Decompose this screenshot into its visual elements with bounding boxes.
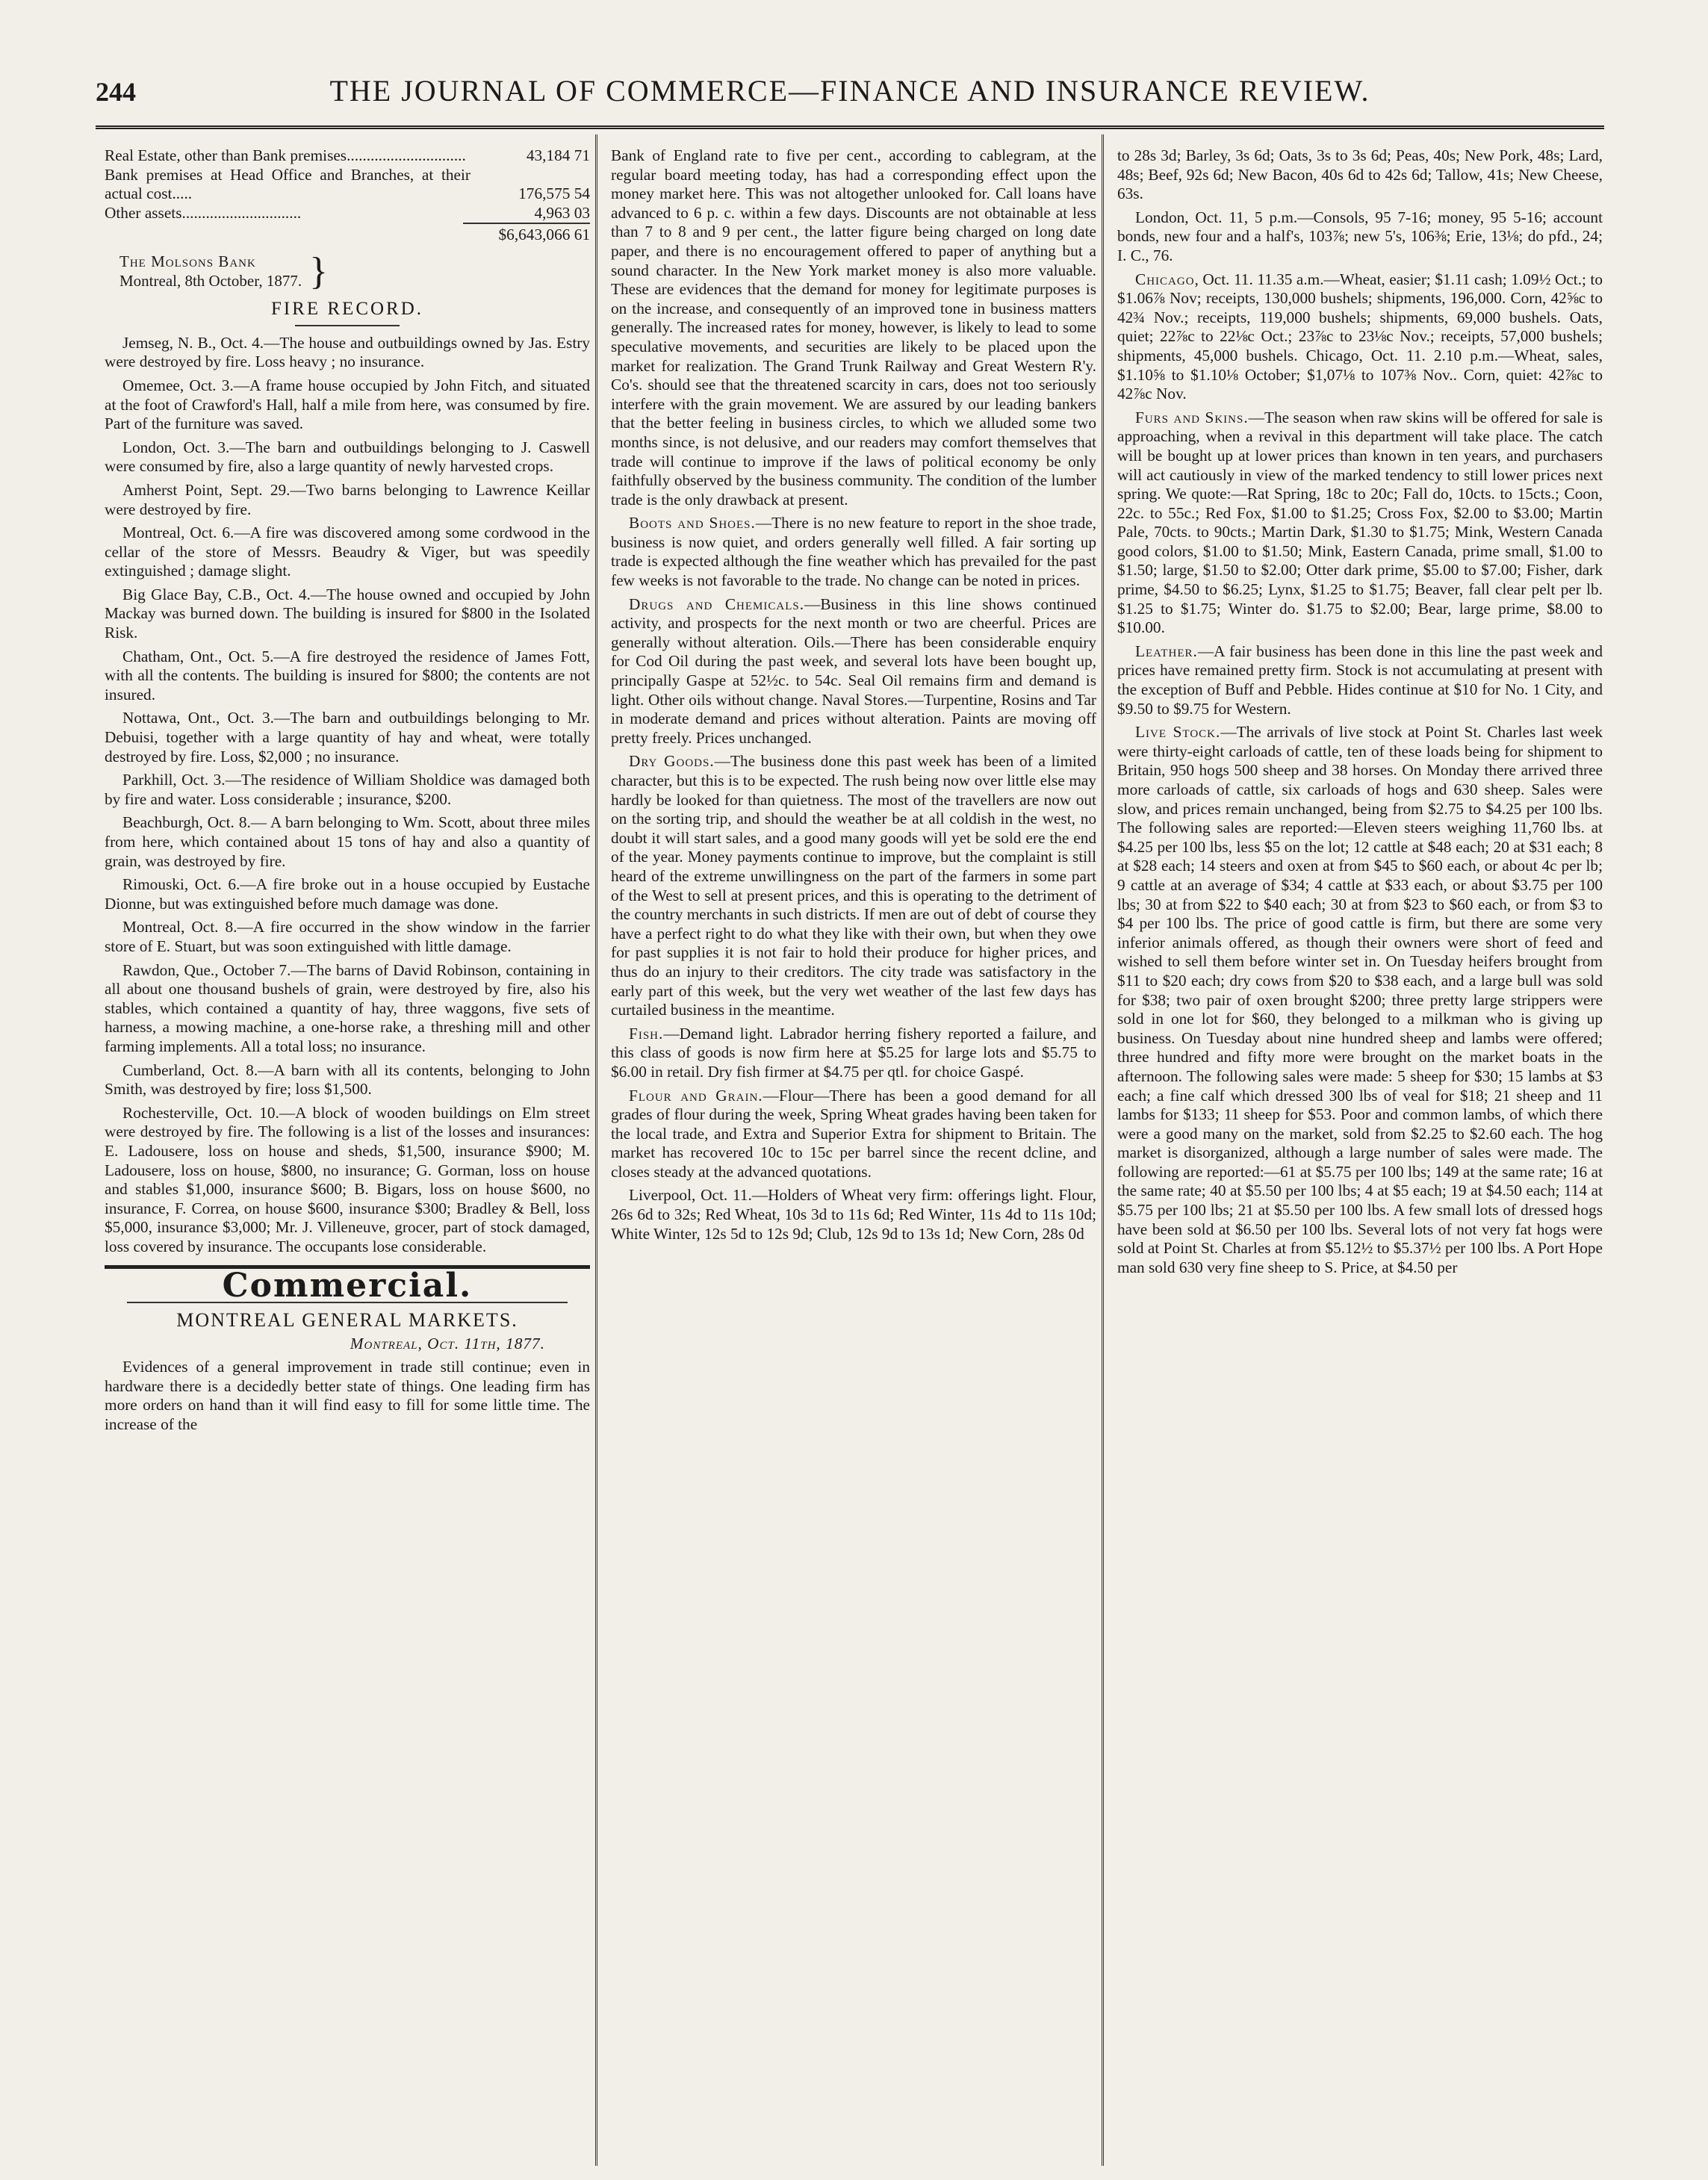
statement-row: Other assets.............................. 4,963 03	[105, 203, 590, 222]
fire-item: Amherst Point, Sept. 29.—Two barns belonging to Lawrence Keillar were destroyed by fire.	[105, 480, 590, 518]
live-stock-paragraph: Live Stock.—The arrivals of live stock at Point St. Charles last week were thirty-eight carloads of cattle, ten of these loads being for shipment to Britain, 950 hogs 500 sheep and 38 horses. On Monday there arrived three more carloads of cattle, six carloads of hogs and 630 sheep. Sales were slow, and prices remain unchanged, being from $2.75 to $4.25 per 100 lbs. The following sales are reported:—Eleven steers weighing 11,760 lbs. at $4.25 per 100 lbs, less $5 on the lot; 12 cattle at $48 each; 20 at $31 each; 8 at $28 each; 14 steers and oxen at from $45 to $60 each, or about 4c per lb; 9 cattle at an average of $34; 4 cattle at $33 each, or about $3.75 per 100 lbs; 30 at from $22 to $40 each; 30 at from $23 to $60 each, or from $3 to $4 per 100 lbs. The price of good cattle is firm, but there are some very inferior animals offered, as though their owners were short of feed and wished to sell them before winter set in. On Tuesday heifers brought from $11 to $20 each; dry cows from $20 to $38 each, and a large bull was sold for $38; two pair of oxen brought $200; three pretty large strippers were sold in one lot for $60, they belonged to a milkman who is giving up business. On Tuesday about nine hundred sheep and lambs were offered; three hundred and fifty more were brought on the market boats in the afternoon. The following sales were made: 5 sheep for $30; 15 lambs at $3 each; a fine calf which dressed 300 lbs of veal for $18; 21 sheep and 11 lambs for $133; 11 sheep for $53. Poor and common lambs, of which there were a good many on the market, sold from $2.25 to $2.60 each. The hog market is disorganized, although a large number of sales were made. The following are reported:—61 at $5.75 per 100 lbs; 149 at the same rate; 16 at the same rate; 40 at $5.50 per 100 lbs; 4 at $5 each; 19 at $4.50 each; 114 at $5.75 per 100 lbs; 21 at $5.50 per 100 lbs. A few small lots of dressed hogs have been sold at $6.50 per 100 lbs. Several lots of not very fat hogs were sold at Point St. Charles at from $5.12½ to $5.37½ per 100 lbs. A Port Hope man sold 630 very fine sheep to S. Price, at $4.50 per	[1117, 723, 1603, 1276]
statement-total: $6,643,066 61	[105, 223, 590, 245]
page-number: 244	[96, 77, 136, 107]
statement-row: Bank premises at Head Office and Branches, at their actual cost..... 176,575 54	[105, 165, 590, 203]
commercial-heading: Commercial.	[222, 1267, 473, 1305]
header-rule	[96, 125, 1604, 129]
london-paragraph: London, Oct. 11, 5 p.m.—Consols, 95 7-16; money, 95 5-16; account bonds, new four and a half's, 103⅞; new 5's, 106⅜; Erie, 13⅛; do pfd., 24; I. C., 76.	[1117, 208, 1603, 264]
running-title: THE JOURNAL OF COMMERCE—FINANCE AND INSURANCE REVIEW.	[329, 74, 1370, 108]
fire-item: Rawdon, Que., October 7.—The barns of David Robinson, containing in all about one thousand bushels of grain, were destroyed by fire, also his stables, which contained a quantity of hay, three waggons, five sets of harness, a mowing machine, a one-horse rake, a threshing mill and other farming implements. All a total loss; no insurance.	[105, 960, 590, 1055]
liverpool-paragraph: Liverpool, Oct. 11.—Holders of Wheat very firm: offerings light. Flour, 26s 6d to 32s; Red Wheat, 10s 3d to 11s 6d; Red Winter, 11s 4d to 11s 10d; White Winter, 12s 5d to 12s 9d; Club, 12s 9d to 13s 1d; New Corn, 28s 0d	[611, 1186, 1096, 1243]
leather-paragraph: Leather.—A fair business has been done in this line the past week and prices have remained pretty firm. Stock is not accumulating at present with the exception of Buff and Pebble. Hides continue at $10 for No. 1 City, and $9.50 to $9.75 for Western.	[1117, 642, 1603, 718]
fire-item: London, Oct. 3.—The barn and outbuildings belonging to J. Caswell were consumed by fire, also a large quantity of newly harvested crops.	[105, 438, 590, 476]
fire-item: Beachburgh, Oct. 8.— A barn belonging to Wm. Scott, about three miles from here, which contained about 15 tons of hay and also a quantity of grain, was destroyed by fire.	[105, 813, 590, 870]
column-left	[105, 146, 590, 1439]
dry-goods-paragraph: Dry Goods.—The business done this past week has been of a limited character, but this is to be expected. The rush being now over little else may hardly be looked for than quietness. The most of the travellers are now out on the sorting trip, and should the weather be at all coldish in the west, no doubt it will start sales, and a good many goods will yet be sold ere the end of the year. Money payments continue to improve, but the complaint is still heard of the extreme unwillingness on the part of the farmers in some part of the West to sell at present prices, and this is operating to the detriment of the country merchants in such districts. If men are out of debt of course they have a perfect right to do what they like with their own, but when they owe for past supplies it is not fair to hold their produce for higher prices, and thus do an injury to their creditors. The city trade was satisfactory in the early part of this week, but the very wet weather of the last few days has curtailed business in the meantime.	[611, 752, 1096, 1019]
fire-item: Chatham, Ont., Oct. 5.—A fire destroyed the residence of James Fott, with all the contents. The building is insured for $800; the contents are not insured.	[105, 647, 590, 704]
drugs-chemicals-paragraph: Drugs and Chemicals.—Business in this line shows continued activity, and prospects for the next month or two are cheerful. Prices are generally without alteration. Oils.—There has been considerable enquiry for Cod Oil during the past week, and several lots have been bought up, principally Gaspe at 52½c. to 54c. Seal Oil remains firm and demand is light. Other oils without change. Naval Stores.—Turpentine, Rosins and Tar in moderate demand and prices without alteration. Paints are moving off pretty freely. Prices unchanged.	[611, 594, 1096, 747]
fire-item: Cumberland, Oct. 8.—A barn with all its contents, belonging to John Smith, was destroyed by fire; loss $1,500.	[105, 1061, 590, 1099]
fire-item: Rimouski, Oct. 6.—A fire broke out in a house occupied by Eustache Dionne, but was extinguished before much damage was done.	[105, 875, 590, 913]
furs-skins-paragraph: Furs and Skins.—The season when raw skins will be offered for sale is approaching, when a revival in this department will take place. The catch will be bought up at lower prices than known in ten years, and purchasers will act cautiously in view of the marked tendency to still lower prices next spring. We quote:—Rat Spring, 18c to 20c; Fall do, 10cts. to 15cts.; Coon, 22c. to 55c.; Red Fox, $1.00 to $1.25; Cross Fox, $2.00 to $3.00; Martin Pale, 70cts. to 90cts.; Martin Dark, $1.30 to $1.75; Mink, Western Canada good colors, $1.00 to $1.50; Mink, Eastern Canada, prime small, $1.00 to $1.50; large, $1.50 to $2.00; Otter dark prime, $5.00 to $7.00; Fisher, dark prime, $4.50 to $6.25; Lynx, $1.25 to $1.75; Beaver, fall clear pelt per lb. $1.25 to $1.75; Winter do. $1.75 to $2.00; Bear, large prime, $8.00 to $10.00.	[1117, 408, 1603, 637]
column-divider	[595, 134, 597, 2166]
page-header	[96, 69, 1604, 122]
fire-item: Big Glace Bay, C.B., Oct. 4.—The house owned and occupied by John Mackay was burned down. The building is insured for $800 in the Isolated Risk.	[105, 585, 590, 642]
markets-intro: Evidences of a general improvement in trade still continue; even in hardware there is a decidedly better state of things. One leading firm has more orders on hand than it will find easy to fill for some little time. The increase of the	[105, 1358, 590, 1434]
heading-rule	[295, 325, 400, 326]
fire-item: Nottawa, Ont., Oct. 3.—The barn and outbuildings belonging to Mr. Debuisi, together with a large quantity of hay and wheat, were totally destroyed by fire. Loss, $2,000 ; no insurance.	[105, 709, 590, 766]
chicago-paragraph: Chicago, Oct. 11. 11.35 a.m.—Wheat, easier; $1.11 cash; 1.09½ Oct.; to $1.06⅞ Nov; receipts, 130,000 bushels; shipments, 196,000. Corn, 42⅝c to 42¾ Nov.; receipts, 119,000 bushels; shipments, 69,000 bushels. Oats, quiet; 22⅞c to 22⅛c Oct.; 23⅞c to 23⅛c Nov.; receipts, 57,000 bushels; shipments, 45,000 bushels. Chicago, Oct. 11. 2.10 p.m.—Wheat, sales, $1.10⅝ to $1.10⅛ October; $1,07⅛ to 107⅜ Nov.. Corn, quiet: 42⅞c to 42⅞c Nov.	[1117, 270, 1603, 403]
fire-record-heading: FIRE RECORD.	[270, 299, 424, 320]
fire-item: Montreal, Oct. 8.—A fire occurred in the show window in the farrier store of E. Stuart, but was soon extinguished with little damage.	[105, 918, 590, 955]
bank-statement	[105, 146, 590, 245]
fish-paragraph: Fish.—Demand light. Labrador herring fishery reported a failure, and this class of goods is now firm here at $5.25 for large lots and $5.75 to $6.00 in retail. Dry fish firmer at $4.75 per qtl. for choice Gaspé.	[611, 1024, 1096, 1081]
fire-item: Parkhill, Oct. 3.—The residence of William Sholdice was damaged both by fire and water. Loss considerable ; insurance, $200.	[105, 771, 590, 808]
money-market-paragraph: Bank of England rate to five per cent., according to cablegram, at the regular board meeting today, has had a corresponding effect upon the money market here. This was not altogether unlooked for. Call loans have advanced to 6 p. c. within a few days. Discounts are not obtainable at less than 7 to 8 and 9 per cent., the latter figure being charged on long date paper, and there is no encouragement offered to paper of anything but a sound character. In the New York market money is also more valuable. These are evidences that the demand for money for legitimate purposes is on the increase, and consequently of an improved tone in business matters generally. The increased rates for money, however, is likely to lead to some speculative movements, and securities are likely to be placed upon the market for realization. The Grand Trunk Railway and Great Western R'y. Co's. should see that the threatened scarcity in cars, does not too seriously interfere with the grain movement. We are assured by our leading bankers that the better feeling in business circles, to which we alluded some two months since, is not delusive, and our readers may comfort themselves that trade will continue to improve if the laws of political economy be only faithfully observed by the business community. The condition of the lumber trade is the only drawback at present.	[611, 146, 1096, 509]
brace-mark: }	[309, 249, 329, 293]
fire-item: Rochesterville, Oct. 10.—A block of wooden buildings on Elm street were destroyed by fire. The following is a list of the losses and insurances: E. Ladousere, loss on house and sheds, $1,500, insurance $900; M. Ladousere, loss on house, $800, no insurance; G. Gorman, loss on house and stables $1,000, insurance $600; B. Bigars, loss on house $600, no insurance, F. Correa, on house $600, insurance $300; Bradley & Bell, loss $5,000, insurance $3,000; Mr. J. Villeneuve, grocer, part of stock damaged, loss covered by insurance. The occupants lose considerable.	[105, 1103, 590, 1255]
flour-grain-paragraph: Flour and Grain.—Flour—There has been a good demand for all grades of flour during the week, Spring Wheat grades having been taken for the local trade, and Extra and Superior Extra for shipment to Britain. The market has recovered 10c to 15c per barrel since the recent dcline, and closes steady at the advanced quotations.	[611, 1086, 1096, 1181]
bank-name: The Molsons Bank	[119, 252, 256, 270]
column-middle	[611, 146, 1096, 1248]
liverpool-continued: to 28s 3d; Barley, 3s 6d; Oats, 3s to 3s 6d; Peas, 40s; New Pork, 48s; Lard, 48s; Beef, 92s 6d; New Bacon, 40s 6d to 42s 6d; Tallow, 41s; New Cheese, 63s.	[1117, 146, 1603, 203]
fire-item: Jemseg, N. B., Oct. 4.—The house and outbuildings owned by Jas. Estry were destroyed by fire. Loss heavy ; no insurance.	[105, 333, 590, 371]
bank-signature	[119, 249, 590, 293]
markets-dateline: Montreal, Oct. 11th, 1877.	[350, 1334, 545, 1353]
bank-date: Montreal, 8th October, 1877.	[119, 271, 302, 290]
boots-shoes-paragraph: Boots and Shoes.—There is no new feature to report in the shoe trade, business is now quiet, and orders generally well filled. A fair sorting up trade is expected although the fine weather which has prevailed for the past few weeks is not favorable to the trade. No change can be noted in prices.	[611, 514, 1097, 590]
statement-row: Real Estate, other than Bank premises.............................. 43,184 71	[105, 146, 590, 164]
fire-item: Omemee, Oct. 3.—A frame house occupied by John Fitch, and situated at the foot of Crawford's Hall, half a mile from here, was consumed by fire. Part of the furniture was saved.	[105, 376, 590, 433]
column-divider	[1102, 134, 1104, 2166]
column-right	[1117, 146, 1603, 1282]
fire-item: Montreal, Oct. 6.—A fire was discovered among some cordwood in the cellar of the store of Messrs. Beaudry & Viger, but was speedily extinguished ; damage slight.	[105, 524, 590, 580]
markets-heading: MONTREAL GENERAL MARKETS.	[176, 1309, 518, 1332]
